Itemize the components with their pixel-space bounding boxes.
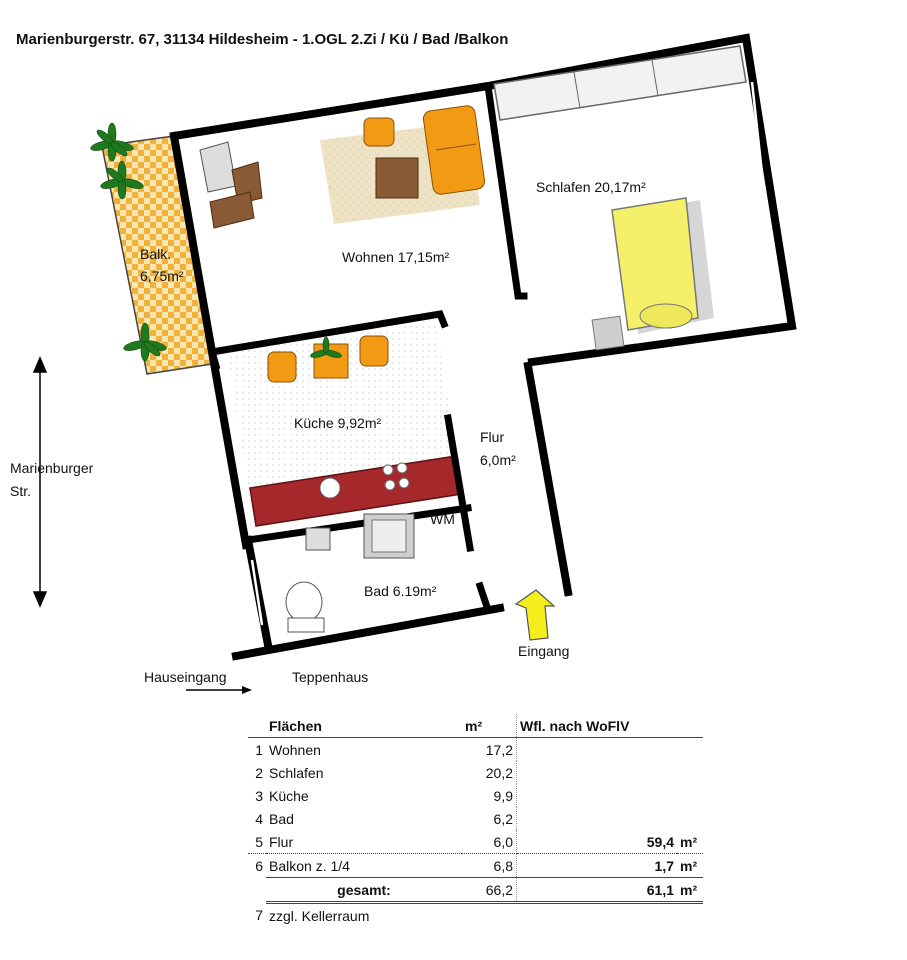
table-row: 7 zzgl. Kellerraum — [255, 906, 370, 924]
nightstand — [592, 316, 624, 350]
treppenhaus-label: Teppenhaus — [292, 669, 369, 685]
area-table — [248, 714, 703, 927]
armchair-icon — [364, 118, 394, 146]
room-label-wohnen: Wohnen 17,15m² — [342, 249, 450, 265]
sofa-icon — [422, 105, 485, 195]
kitchen-sink-icon — [320, 478, 340, 498]
header-flaechen: Flächen — [266, 714, 462, 738]
washing-machine-label: WM — [430, 511, 455, 527]
table-row: 3 Küche 9,9 — [248, 784, 703, 807]
page-title: Marienburgerstr. 67, 31134 Hildesheim - 1.OGL 2.Zi / Kü / Bad /Balkon — [16, 31, 509, 48]
room-label-kueche: Küche 9,92m² — [294, 415, 382, 431]
desk-chair-icon — [200, 142, 262, 228]
bathroom-sink — [306, 528, 330, 550]
balcony-area-label: 6,75m² — [140, 268, 184, 284]
table-row: 1 Wohnen 17,2 — [248, 738, 703, 762]
room-label-flur-area: 6,0m² — [480, 452, 516, 468]
table-row: 2 Schlafen 20,2 — [248, 761, 703, 784]
table-row: 5 Flur 6,0 59,4 m² — [248, 830, 703, 854]
entrance-label: Eingang — [518, 643, 570, 659]
header-m2: m² — [462, 714, 517, 738]
table-sum-row: gesamt: 66,2 61,1 m² — [248, 878, 703, 903]
entrance-arrow-icon — [516, 590, 554, 640]
area-table-header — [248, 714, 703, 738]
table-row: 6 Balkon z. 1/4 6,8 1,7 m² — [248, 854, 703, 878]
toilet-icon — [286, 582, 324, 632]
street-direction-arrow — [34, 358, 46, 606]
bed-pillow — [640, 304, 692, 328]
hauseingang-label: Hauseingang — [144, 669, 227, 685]
coffee-table — [376, 158, 418, 198]
street-label: Marienburger — [10, 460, 94, 476]
room-label-schlafen: Schlafen 20,17m² — [536, 179, 646, 195]
kitchen-table — [314, 344, 348, 378]
arrow-right-icon — [186, 686, 252, 694]
room-label-bad: Bad 6.19m² — [364, 583, 437, 599]
shower-basin — [372, 520, 406, 552]
street-label-suffix: Str. — [10, 483, 32, 499]
header-wfl: Wfl. nach WoFlV — [517, 714, 678, 738]
room-label-flur: Flur — [480, 429, 505, 445]
wardrobe — [494, 46, 746, 120]
balcony-label: Balk. — [140, 246, 172, 262]
table-row: 4 Bad 6,2 — [248, 807, 703, 830]
